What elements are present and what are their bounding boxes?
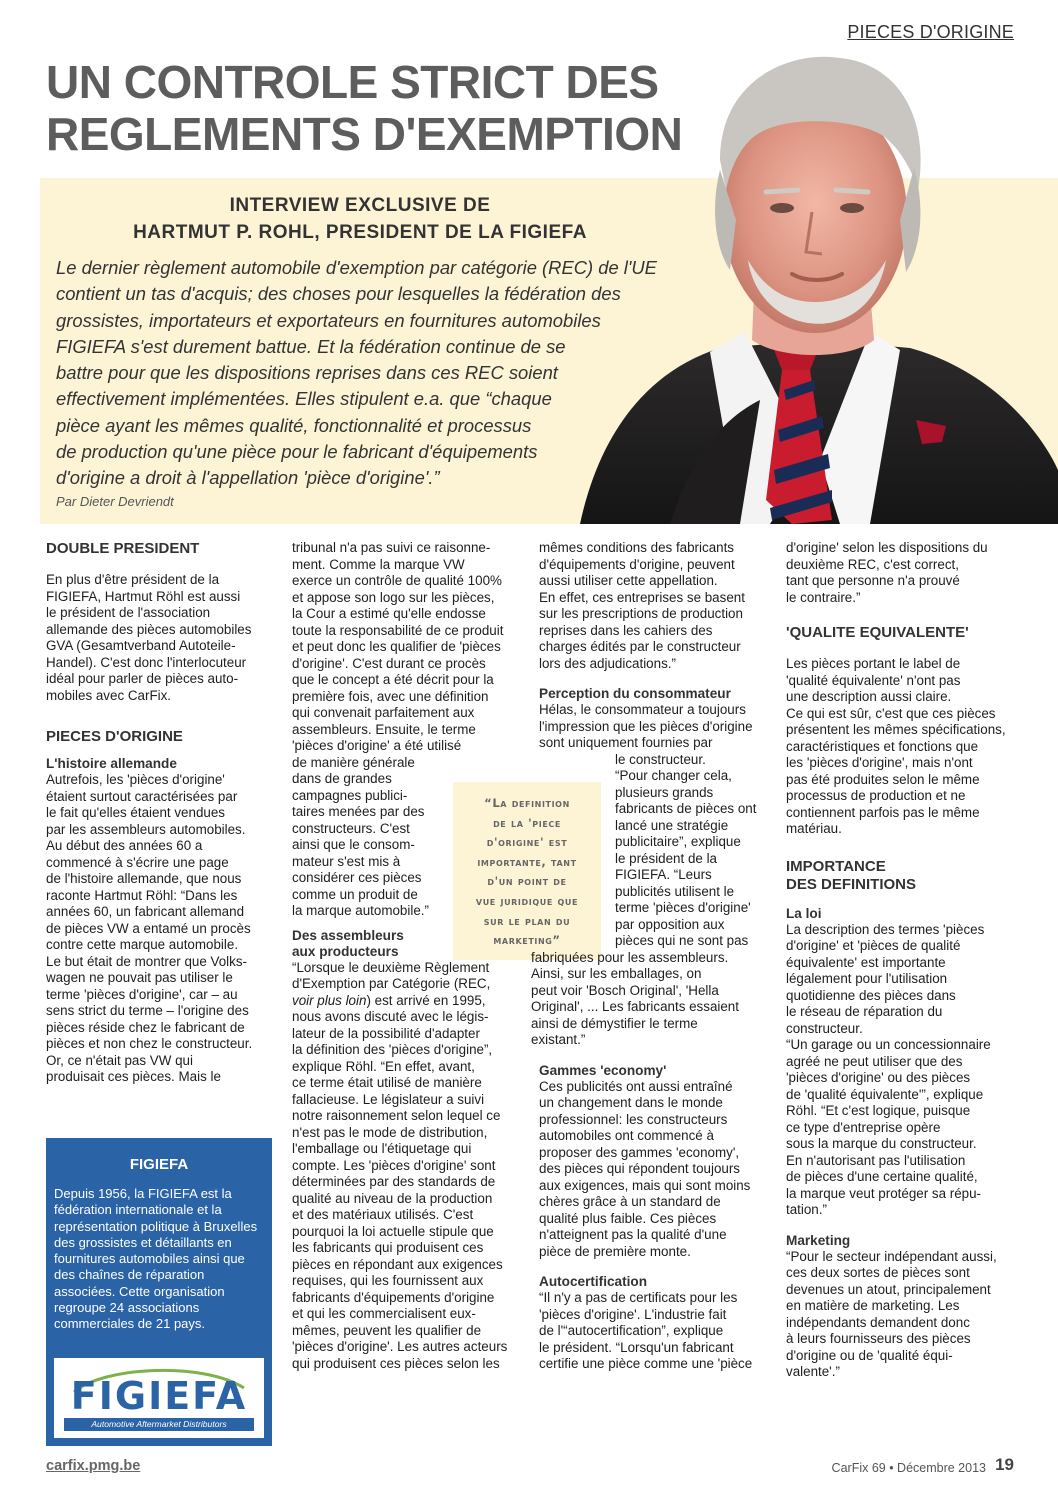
text-line: qui convenait parfaitement aux bbox=[292, 705, 475, 720]
text-line: quotidienne des pièces dans bbox=[786, 987, 956, 1003]
paragraph bbox=[539, 540, 769, 672]
subheading: L'histoire allemande bbox=[46, 756, 177, 771]
text-line: IMPORTANCE bbox=[786, 857, 886, 875]
text-line: des chaînes de réparation bbox=[54, 1267, 205, 1283]
subheading: La loi bbox=[786, 905, 822, 921]
text-line: d'origine a droit à l'appellation 'pièce d'origine'.” bbox=[56, 467, 440, 489]
text-line: Hélas, le consommateur a toujours bbox=[539, 702, 746, 717]
text-line: étaient surtout caractérisées par bbox=[46, 788, 238, 804]
text-line: Original', ... Les fabricants essaient bbox=[531, 999, 739, 1014]
text-line: indépendants demandent donc bbox=[786, 1314, 970, 1330]
text-line: d'origine ou de 'qualité équi- bbox=[786, 1347, 953, 1363]
text-line: n'atteignent pas la qualité d'une bbox=[539, 1227, 727, 1242]
text-line: déterminées par des standards de bbox=[292, 1174, 496, 1189]
text-line: plusieurs grands bbox=[615, 784, 714, 800]
text-line: d'Exemption par Catégorie (REC, bbox=[292, 976, 491, 991]
subheading: Autocertification bbox=[539, 1274, 647, 1289]
text-line: années 60, un fabricant allemand bbox=[46, 904, 245, 919]
text-line: mêmes, peuvent les qualifier de bbox=[292, 1322, 482, 1338]
text-line: le contraire.” bbox=[786, 589, 861, 605]
text-line: matériau. bbox=[786, 821, 842, 836]
logo-tagline: Automotive Aftermarket Distributors bbox=[64, 1418, 254, 1431]
text-line: produisait ces pièces. Mais le bbox=[46, 1069, 221, 1084]
text-line: caractéristiques et fonctions que bbox=[786, 738, 979, 754]
paragraph bbox=[786, 540, 1016, 606]
text-line: FIGIEFA. “Leurs bbox=[615, 867, 712, 882]
text-line: qualité au niveau de la production bbox=[292, 1190, 493, 1206]
text-line: tribunal n'a pas suivi ce raisonne- bbox=[292, 540, 491, 555]
text-line: lancé une stratégie bbox=[615, 817, 729, 833]
text-line: et des matériaux utilisés. C'est bbox=[292, 1207, 474, 1222]
text-line: En effet, ces entreprises se basent bbox=[539, 589, 745, 605]
text-line: des pièces qui répondent toujours bbox=[539, 1161, 740, 1176]
text-line: ainsi de démystifier le terme bbox=[531, 1015, 698, 1031]
text-line: le constructeur. bbox=[615, 751, 706, 767]
text-line: considérer ces pièces bbox=[292, 870, 422, 885]
text-line: sont uniquement fournies par bbox=[539, 735, 713, 750]
text-line: fabricants d'équipements d'origine bbox=[292, 1289, 495, 1305]
text-line: exerce un contrôle de qualité 100% bbox=[292, 573, 502, 588]
text-line: 'pièces d'origine'. L'industrie fait bbox=[539, 1306, 727, 1322]
text-line: 'qualité équivalente' n'ont pas bbox=[786, 672, 961, 688]
text-line: reprises dans les cahiers des bbox=[539, 622, 713, 638]
text-line: en matière de marketing. Les bbox=[786, 1298, 960, 1313]
text-line: équivalente' est importante bbox=[786, 954, 946, 970]
text-line: présentent les mêmes spécifications, bbox=[786, 722, 1006, 737]
text-line: existant.” bbox=[531, 1032, 586, 1047]
text-line: pièces en répondant aux exigences bbox=[292, 1256, 503, 1272]
sidebar-title: FIGIEFA bbox=[129, 1156, 189, 1173]
text-line: constructeurs. C'est bbox=[292, 820, 410, 836]
text-line: et qui les commercialisent eux- bbox=[292, 1306, 476, 1321]
text-line: aux exigences, mais qui sont moins bbox=[539, 1177, 751, 1193]
text-line: valente'.” bbox=[786, 1364, 840, 1379]
text-line: la définition des 'pièces d'origine”, bbox=[292, 1042, 493, 1057]
column-3 bbox=[531, 540, 769, 1373]
figiefa-logo bbox=[54, 1358, 264, 1438]
text-line: notre raisonnement selon lequel ce bbox=[292, 1108, 501, 1123]
text-line: Depuis 1956, la FIGIEFA est la bbox=[54, 1186, 232, 1201]
text-line: de l'histoire allemande, que nous bbox=[46, 871, 242, 886]
footer-issue: CarFix 69 • Décembre 2013 bbox=[831, 1461, 986, 1475]
text-line: pièce ayant les mêmes qualité, fonctionnalité et processus bbox=[56, 414, 532, 436]
text-line: qui produisent ces pièces selon les bbox=[292, 1355, 500, 1371]
text-line: mateur s'est mis à bbox=[292, 853, 401, 869]
text-line: lateur de la possibilité d'adapter bbox=[292, 1025, 480, 1041]
section-heading bbox=[786, 858, 1016, 894]
text-line: deuxième REC, c'est correct, bbox=[786, 556, 959, 572]
text-line: l'emballage ou l'étiquetage qui bbox=[292, 1141, 472, 1156]
text-line: tant que personne n'a prouvé bbox=[786, 573, 960, 588]
figiefa-sidebar bbox=[46, 1138, 272, 1446]
text-line: la Cour a estimé qu'elle endosse bbox=[292, 606, 486, 621]
text-line: assembleurs. Ensuite, le terme bbox=[292, 721, 476, 737]
text-line: associées. Cette organisation bbox=[54, 1283, 225, 1299]
interview-title-line: HARTMUT P. ROHL, PRESIDENT DE LA FIGIEFA bbox=[133, 222, 587, 243]
text-line: pièce de première monte. bbox=[539, 1243, 691, 1259]
text-line: légalement pour l'utilisation bbox=[786, 971, 948, 986]
text-line: agréé ne peut utiliser que des bbox=[786, 1053, 963, 1069]
paragraph bbox=[46, 772, 270, 1086]
text-line: tation.” bbox=[786, 1202, 827, 1217]
text-line: automobiles ont commencé à bbox=[539, 1128, 714, 1143]
text-line: “Pour le secteur indépendant aussi, bbox=[786, 1248, 997, 1264]
text-line: d'origine'. C'est durant ce procès bbox=[292, 655, 486, 671]
text-line: n'est pas le mode de distribution, bbox=[292, 1124, 488, 1140]
text-line: constructeur. bbox=[786, 1020, 863, 1036]
text-line: de production qu'une pièce pour le fabricant d'équipements bbox=[56, 441, 538, 463]
text-line: qualité plus faible. Ces pièces bbox=[539, 1210, 717, 1226]
text-line: peut voir 'Bosch Original', 'Hella bbox=[531, 982, 719, 998]
text-line: Ces publicités ont aussi entraîné bbox=[539, 1078, 733, 1094]
paragraph bbox=[539, 1290, 769, 1373]
text-line: dans de grandes bbox=[292, 771, 392, 786]
text-line: un changement dans le monde bbox=[539, 1095, 723, 1110]
footer-website-link[interactable]: carfix.pmg.be bbox=[46, 1458, 141, 1474]
text-line: requises, qui les fournissent aux bbox=[292, 1273, 484, 1288]
page-number: 19 bbox=[995, 1455, 1014, 1474]
text-line: processus de production et ne bbox=[786, 788, 966, 803]
paragraph bbox=[539, 702, 769, 752]
text-line: pas été produites selon le même bbox=[786, 771, 980, 787]
text-line: pièces réside chez le fabricant de bbox=[46, 1019, 245, 1035]
text-line: publicitaire”, explique bbox=[615, 834, 741, 849]
text-line: Handel). C'est donc l'interlocuteur bbox=[46, 654, 247, 670]
text-line: battre pour que les dispositions reprises dans ces REC soient bbox=[56, 362, 558, 384]
text-line: les fabricants qui produisent ces bbox=[292, 1240, 484, 1255]
text-line: nous avons discuté avec le légis- bbox=[292, 1009, 489, 1024]
text-line: DES DEFINITIONS bbox=[786, 875, 917, 893]
text-line: taires menées par des bbox=[292, 804, 425, 819]
text-line: pièces qui ne sont pas bbox=[615, 933, 749, 948]
paragraph bbox=[786, 1249, 1016, 1381]
text-line: mêmes conditions des fabricants bbox=[539, 540, 735, 555]
text-line: d'origine' et 'pièces de qualité bbox=[786, 938, 961, 953]
text-line: FIGIEFA, Hartmut Röhl est aussi bbox=[46, 588, 241, 604]
text-line: commerciales de 21 pays. bbox=[54, 1316, 206, 1332]
text-line: de pièces VW a entamé un procès bbox=[46, 920, 251, 936]
text-line: ainsi que le consom- bbox=[292, 837, 415, 852]
section-label: PIECES D'ORIGINE bbox=[847, 22, 1014, 42]
text-line: la marque automobile.” bbox=[292, 903, 429, 918]
text-line: comme un produit de bbox=[292, 886, 418, 902]
text-line: GVA (Gesamtverband Autoteile- bbox=[46, 638, 236, 653]
headline-line: REGLEMENTS D'EXEMPTION bbox=[46, 108, 683, 160]
text-line: “Un garage ou un concessionnaire bbox=[786, 1037, 991, 1052]
paragraph bbox=[292, 960, 520, 1373]
text-line: Röhl. “Et c'est logique, puisque bbox=[786, 1103, 971, 1118]
text-line: et appose son logo sur les pièces, bbox=[292, 589, 495, 605]
text-line: campagnes publici- bbox=[292, 787, 408, 803]
text-line: fabriquées pour les assembleurs. bbox=[531, 949, 729, 965]
text-line: “La definition bbox=[484, 796, 570, 810]
headline-line: UN CONTROLE STRICT DES bbox=[46, 56, 659, 108]
text-line: l'impression que les pièces d'origine bbox=[539, 718, 753, 734]
text-line: idéal pour parler de pièces auto- bbox=[46, 671, 239, 686]
text-line: “Pour changer cela, bbox=[615, 768, 732, 783]
logo-wordmark: FIGIEFA bbox=[70, 1374, 248, 1418]
text-line: d'origine' selon les dispositions du bbox=[786, 540, 988, 555]
text-line: La description des termes 'pièces bbox=[786, 921, 985, 937]
text-line: chères grâce à un standard de bbox=[539, 1194, 721, 1209]
text-line: 'pièces d'origine' a été utilisé bbox=[292, 738, 462, 753]
text-line: importante, tant bbox=[477, 854, 577, 869]
text-line: Le dernier règlement automobile d'exemption par catégorie (REC) de l'UE bbox=[56, 257, 657, 278]
section-heading: DOUBLE PRESIDENT bbox=[46, 540, 200, 557]
text-line: devenues un atout, principalement bbox=[786, 1281, 991, 1297]
subheading: Perception du consommateur bbox=[539, 686, 731, 701]
text-line: En n'autorisant pas l'utilisation bbox=[786, 1152, 966, 1168]
text-line: ce type d'entreprise opère bbox=[786, 1119, 941, 1135]
text-line: les 'pièces d'origine', mais n'ont bbox=[786, 755, 973, 770]
text-line: d'équipements d'origine, peuvent bbox=[539, 556, 735, 572]
text-line: terme 'pièces d'origine', car – au bbox=[46, 986, 238, 1002]
text-line: le réseau de réparation du bbox=[786, 1004, 943, 1019]
text-line: Or, ce n'était pas VW qui bbox=[46, 1052, 193, 1068]
text-line: commencé à s'écrire une page bbox=[46, 854, 229, 870]
text-line: compte. Les 'pièces d'origine' sont bbox=[292, 1157, 496, 1173]
text-line: proposer des gammes 'economy', bbox=[539, 1144, 740, 1160]
text-line: effectivement implémentées. Elles stipulent e.a. que “chaque bbox=[56, 388, 552, 410]
text-line: marketing” bbox=[493, 933, 561, 948]
text-line: Ainsi, sur les emballages, on bbox=[531, 966, 702, 981]
lead-paragraph bbox=[56, 255, 656, 492]
portrait-photo bbox=[570, 40, 1058, 524]
paragraph-indented bbox=[539, 752, 769, 950]
text-line: terme 'pièces d'origine' bbox=[615, 900, 751, 915]
text-line: pourquoi la loi actuelle stipule que bbox=[292, 1223, 494, 1239]
text-line: le fait qu'elles étaient vendues bbox=[46, 805, 225, 820]
paragraph bbox=[531, 950, 769, 1049]
subheading: Marketing bbox=[786, 1232, 851, 1248]
text-line: de pièces d'une certaine qualité, bbox=[786, 1169, 978, 1184]
text-line: et peut donc les qualifier de 'pièces bbox=[292, 639, 501, 654]
text-line: contre cette marque automobile. bbox=[46, 937, 239, 952]
text-line: par opposition aux bbox=[615, 916, 725, 932]
paragraph bbox=[539, 1079, 769, 1261]
text-line: mobiles avec CarFix. bbox=[46, 687, 172, 703]
text-line: sous la marque du constructeur. bbox=[786, 1136, 977, 1151]
text-line: à leurs fournisseurs des pièces bbox=[786, 1331, 971, 1346]
text-line: raconte Hartmut Röhl: “Dans les bbox=[46, 887, 238, 903]
text-line: le président de l'association bbox=[46, 605, 211, 620]
text-line: grossistes, importateurs et exportateurs en fournitures automobiles bbox=[56, 309, 601, 331]
text-line: charges édités par le constructeur bbox=[539, 639, 741, 654]
text-line: toute la responsabilité de ce produit bbox=[292, 622, 504, 638]
text-line: Le but était de montrer que Volks- bbox=[46, 953, 247, 969]
column-4 bbox=[786, 540, 1016, 1381]
text-line: wagen ne pouvait pas utiliser le bbox=[46, 970, 233, 985]
text-line: par les assembleurs automobiles. bbox=[46, 821, 246, 837]
text-line: aux producteurs bbox=[292, 943, 399, 959]
text-line: pièces et non chez le constructeur. bbox=[46, 1036, 253, 1051]
section-heading: 'QUALITE EQUIVALENTE' bbox=[786, 624, 969, 641]
text-line: 'pièces d'origine'. Les autres acteurs bbox=[292, 1339, 508, 1354]
text-line: de manière générale bbox=[292, 754, 415, 770]
text-line: fabricants de pièces ont bbox=[615, 801, 757, 816]
text-line: sur le plan du bbox=[483, 913, 571, 928]
text-line: aussi utiliser cette appellation. bbox=[539, 573, 718, 588]
text-line: explique Röhl. “En effet, avant, bbox=[292, 1058, 475, 1074]
text-line: voir plus loin) est arrivé en 1995, bbox=[292, 992, 486, 1008]
text-line: certifie une pièce comme une 'pièce bbox=[539, 1356, 753, 1371]
text-line: contiennent parfois pas le même bbox=[786, 804, 980, 820]
text-line: publicités utilisent le bbox=[615, 883, 735, 899]
subheading: Gammes 'economy' bbox=[539, 1062, 667, 1078]
paragraph bbox=[46, 572, 270, 704]
text-line: Des assembleurs bbox=[292, 927, 404, 943]
text-line: FIGIEFA s'est durement battue. Et la fédération continue de se bbox=[56, 335, 566, 357]
text-line: le président. “Lorsqu'un fabricant bbox=[539, 1339, 734, 1355]
text-line: 'pièces d'origine' ou des pièces bbox=[786, 1070, 971, 1085]
text-line: de 'qualité équivalente'”, explique bbox=[786, 1086, 984, 1102]
text-line: Les pièces portant le label de bbox=[786, 656, 961, 671]
column-1 bbox=[46, 540, 270, 1086]
text-line: En plus d'être président de la bbox=[46, 572, 220, 587]
text-line: une description aussi claire. bbox=[786, 689, 952, 704]
paragraph bbox=[786, 922, 1016, 1219]
text-line: ment. Comme la marque VW bbox=[292, 556, 465, 572]
text-line: sens strict du terme – l'origine des bbox=[46, 1003, 249, 1018]
text-line: professionnel: les constructeurs bbox=[539, 1111, 728, 1127]
sidebar-text bbox=[54, 1186, 264, 1333]
text-line: que le concept a été décrit pour la bbox=[292, 672, 494, 687]
text-line: le président de la bbox=[615, 850, 717, 866]
text-line: Autrefois, les 'pièces d'origine' bbox=[46, 772, 225, 787]
section-heading: PIECES D'ORIGINE bbox=[46, 728, 183, 745]
text-line: fédération internationale et la bbox=[54, 1202, 222, 1218]
text-line: de la 'piece bbox=[493, 815, 561, 830]
text-line: regroupe 24 associations bbox=[54, 1300, 200, 1316]
text-line: contient un tas d'acquis; des choses pour lesquelles la fédération des bbox=[56, 283, 621, 305]
paragraph bbox=[786, 656, 1016, 838]
text-line: d'origine' est bbox=[486, 835, 568, 850]
text-line: Au début des années 60 a bbox=[46, 838, 203, 853]
text-line: “Il n'y a pas de certificats pour les bbox=[539, 1290, 738, 1305]
text-line: de l'“autocertification”, explique bbox=[539, 1323, 724, 1338]
text-line: fallacieuse. Le législateur a suivi bbox=[292, 1091, 485, 1107]
text-line: allemande des pièces automobiles bbox=[46, 621, 252, 637]
text-line: ces deux sortes de pièces sont bbox=[786, 1265, 970, 1280]
text-line: vue juridique que bbox=[475, 893, 579, 908]
text-line: première fois, avec une définition bbox=[292, 688, 489, 704]
text-line: “Lorsque le deuxième Règlement bbox=[292, 959, 490, 975]
text-line: d'un point de bbox=[487, 874, 567, 889]
text-line: sur les prescriptions de production bbox=[539, 606, 743, 621]
text-line: la marque veut protéger sa répu- bbox=[786, 1185, 982, 1201]
text-line: Ce qui est sûr, c'est que ces pièces bbox=[786, 705, 996, 721]
text-line: lors des adjudications.” bbox=[539, 655, 676, 671]
text-line: ce terme était utilisé de manière bbox=[292, 1075, 482, 1090]
byline: Par Dieter Devriendt bbox=[56, 494, 174, 509]
text-line: fournitures automobiles ainsi que bbox=[54, 1251, 245, 1267]
text-line: des grossistes et détaillants en bbox=[54, 1234, 232, 1250]
text-line: représentation politique à Bruxelles bbox=[54, 1218, 258, 1234]
interview-title-line: INTERVIEW EXCLUSIVE DE bbox=[229, 195, 491, 216]
